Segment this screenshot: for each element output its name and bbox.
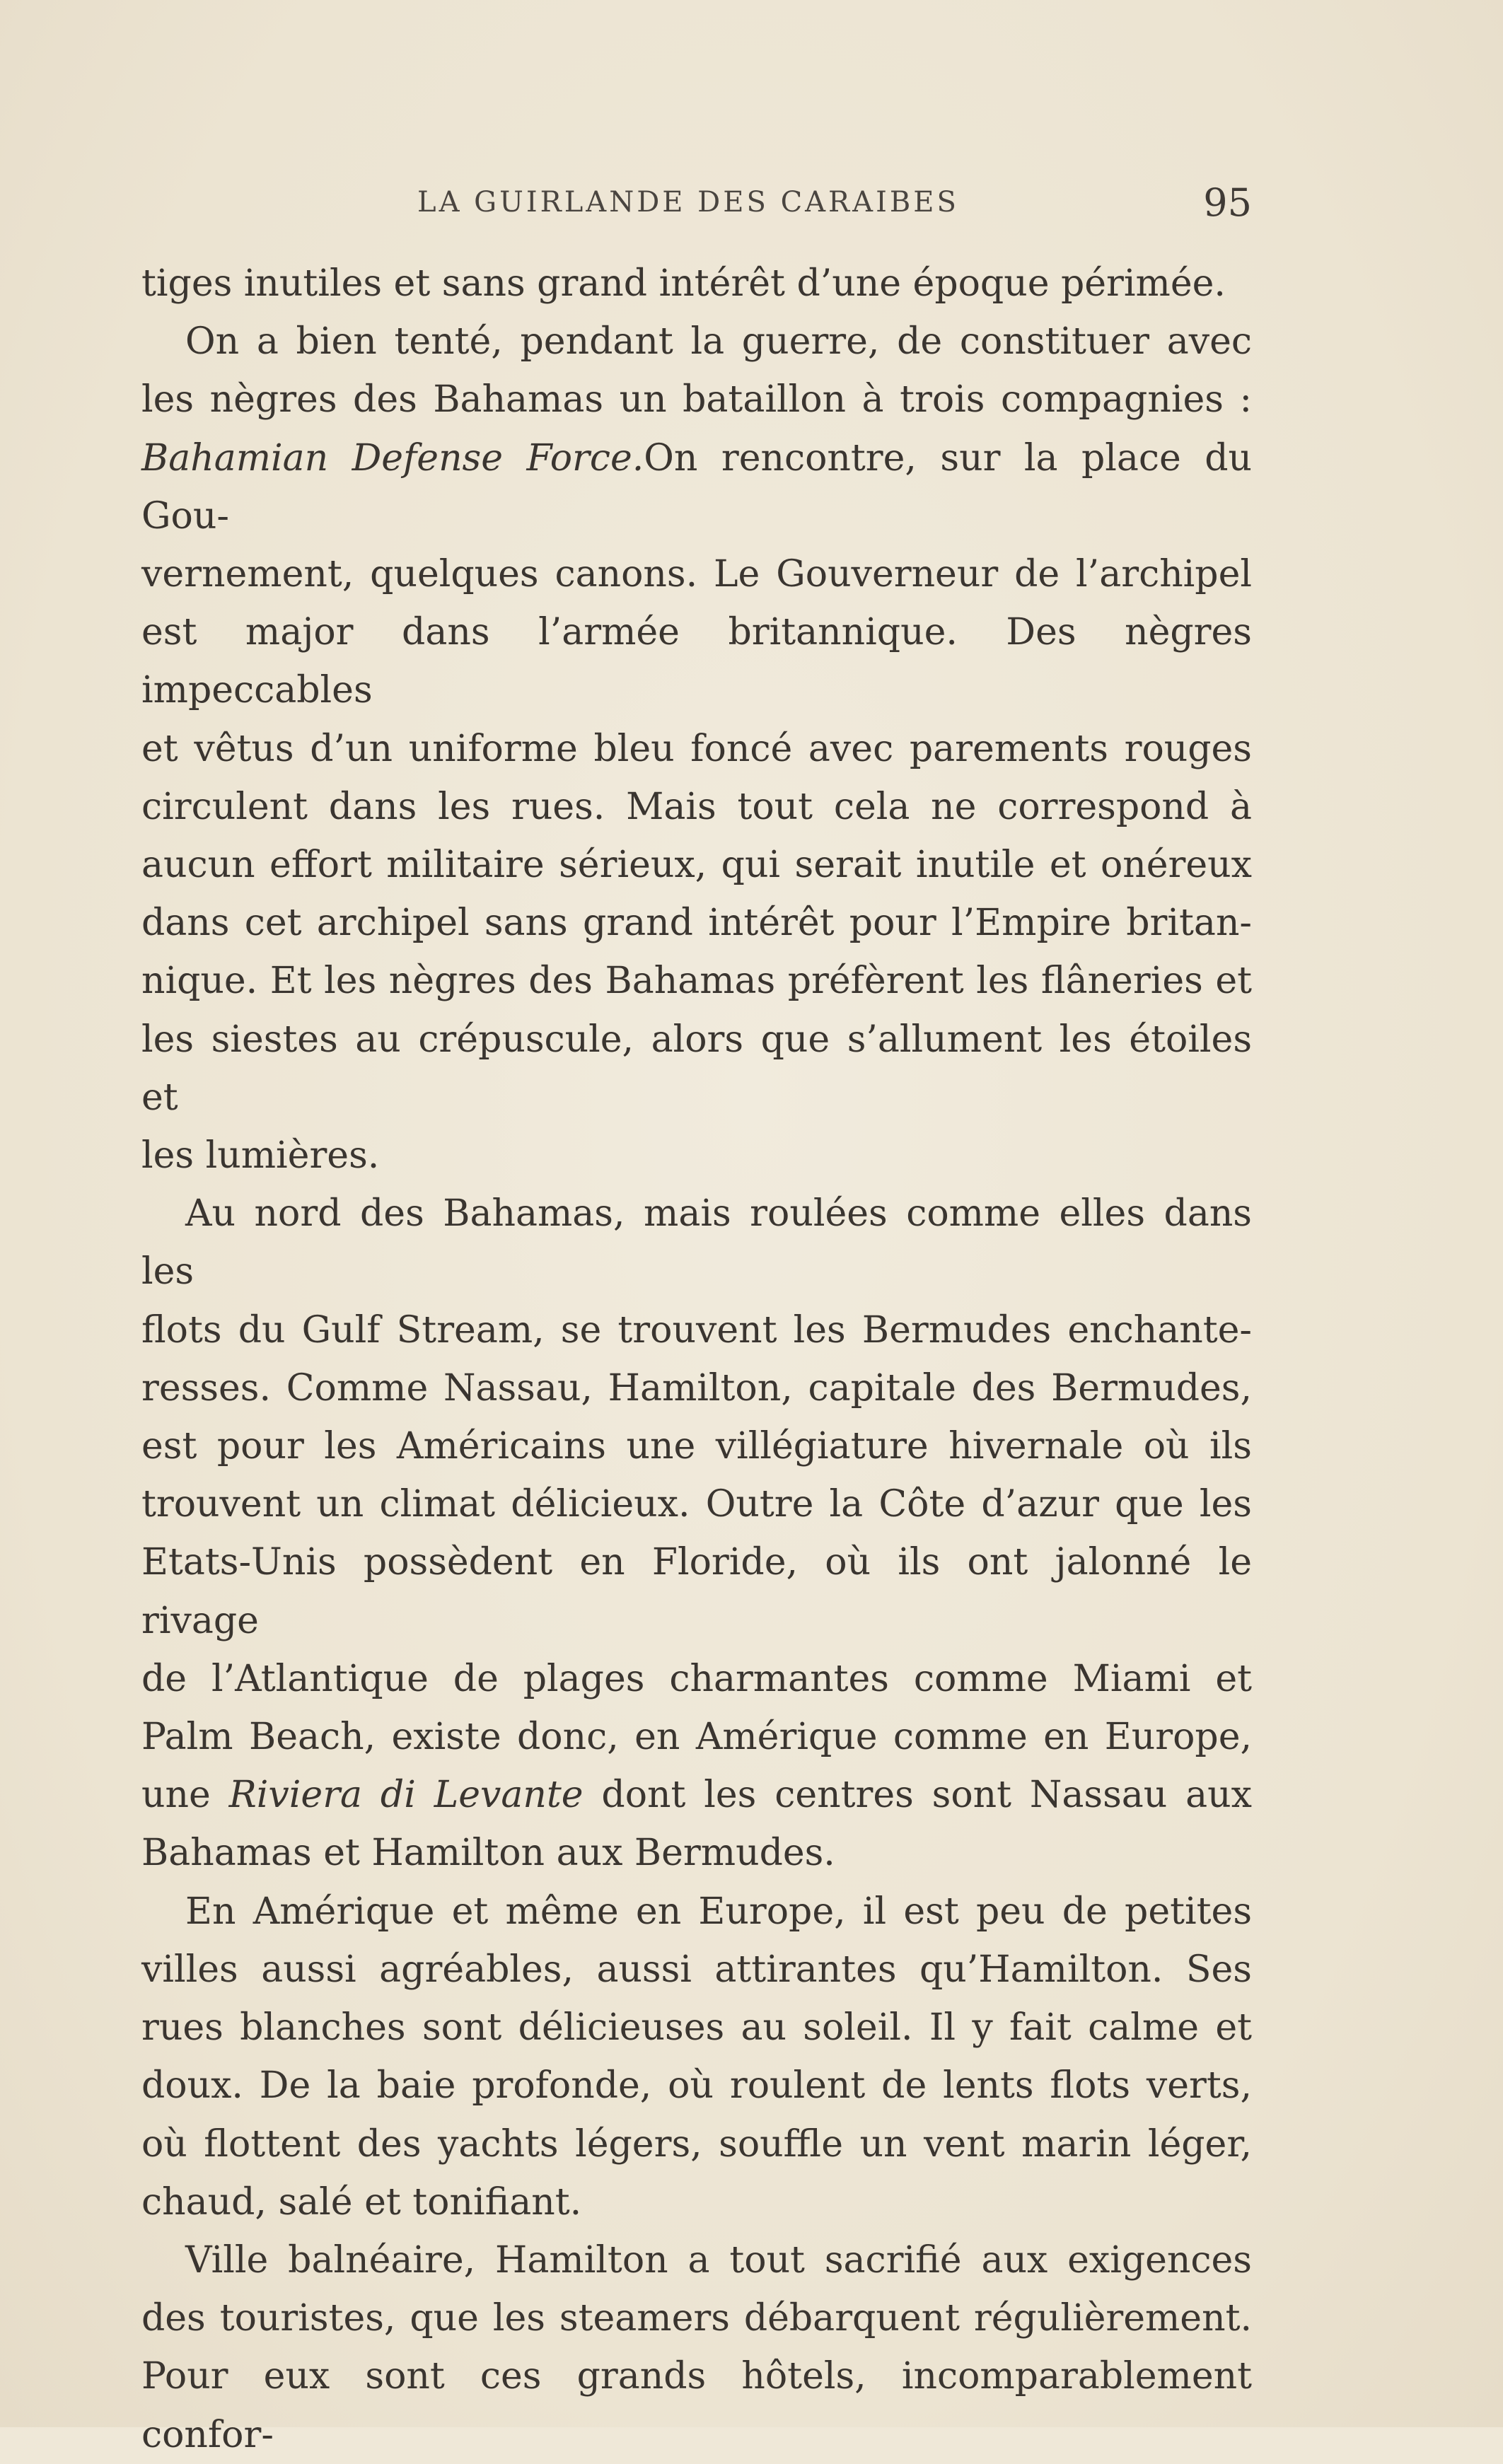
paragraph-line: est major dans l’armée britannique. Des nègres impeccables: [141, 611, 1252, 712]
paragraph-line: de l’Atlantique de plages charmantes comme Miami et: [141, 1657, 1252, 1700]
paragraph-line: est pour les Américains une villégiature hivernale où ils: [141, 1425, 1252, 1468]
paragraph-line: et vêtus d’un uniforme bleu foncé avec parements rouges: [141, 727, 1252, 770]
line-rest: dont les centres sont Nassau aux: [583, 1774, 1252, 1817]
paragraph-line: chaud, salé et tonifiant.: [141, 2180, 582, 2224]
paragraph-line: les siestes au crépuscule, alors que s’allument les étoiles et: [141, 1018, 1252, 1119]
paragraph-line: [141, 1766, 1252, 1824]
paragraph-line: Ville balnéaire, Hamilton a tout sacrifié aux exigences: [185, 2238, 1252, 2282]
paragraph-line: En Amérique et même en Europe, il est peu de petites: [185, 1890, 1252, 1933]
paragraph-line: dans cet archipel sans grand intérêt pour l’Empire britan-: [141, 902, 1252, 945]
running-title: LA GUIRLANDE DES CARAIBES: [417, 186, 959, 219]
paragraph-line: rues blanches sont délicieuses au soleil. Il y fait calme et: [141, 2006, 1252, 2050]
line-rest: On rencontre, sur la place du Gou-: [141, 436, 1252, 537]
paragraph-line: On a bien tenté, pendant la guerre, de constituer avec: [185, 320, 1252, 364]
paragraph-line: les lumières.: [141, 1134, 380, 1178]
italic-phrase: Bahamian Defense Force.: [141, 436, 644, 480]
paragraph-line: Bahamas et Hamilton aux Bermudes.: [141, 1832, 835, 1875]
paragraph-line: resses. Comme Nassau, Hamilton, capitale des Bermudes,: [141, 1366, 1252, 1410]
paragraph-line: trouvent un climat délicieux. Outre la Côte d’azur que les: [141, 1483, 1252, 1526]
paragraph-line: Palm Beach, existe donc, en Amérique comme en Europe,: [141, 1716, 1252, 1759]
paragraph-line: Etats-Unis possèdent en Floride, où ils ont jalonné le rivage: [141, 1541, 1252, 1642]
paragraph-line: Pour eux sont ces grands hôtels, incomparablement confor-: [141, 2355, 1252, 2456]
paragraph-line: les nègres des Bahamas un bataillon à trois compagnies :: [141, 378, 1252, 422]
paragraph-line: circulent dans les rues. Mais tout cela ne correspond à: [141, 785, 1252, 828]
paragraph-line: des touristes, que les steamers débarquent régulièrement.: [141, 2297, 1252, 2340]
paragraph-line: [141, 429, 1252, 545]
paragraph-line: Au nord des Bahamas, mais roulées comme elles dans les: [141, 1192, 1252, 1294]
paragraph-line: doux. De la baie profonde, où roulent de lents flots verts,: [141, 2064, 1252, 2108]
italic-phrase: Riviera di Levante: [228, 1774, 584, 1817]
line-start: une: [141, 1774, 229, 1817]
paragraph-line: tiges inutiles et sans grand intérêt d’une époque périmée.: [141, 262, 1226, 305]
paragraph-line: villes aussi agréables, aussi attirantes qu’Hamilton. Ses: [141, 1948, 1252, 1991]
page-number: 95: [1203, 180, 1252, 225]
paragraph-line: où flottent des yachts légers, souffle un vent marin léger,: [141, 2122, 1252, 2166]
paragraph-line: aucun effort militaire sérieux, qui serait inutile et onéreux: [141, 844, 1252, 887]
paragraph-line: nique. Et les nègres des Bahamas préfèrent les flâneries et: [141, 960, 1252, 1003]
body-text: [141, 255, 1252, 2464]
paragraph-line: vernement, quelques canons. Le Gouverneur de l’archipel: [141, 553, 1252, 596]
running-head: [141, 180, 1252, 230]
paragraph-line: flots du Gulf Stream, se trouvent les Bermudes enchante-: [141, 1308, 1252, 1352]
